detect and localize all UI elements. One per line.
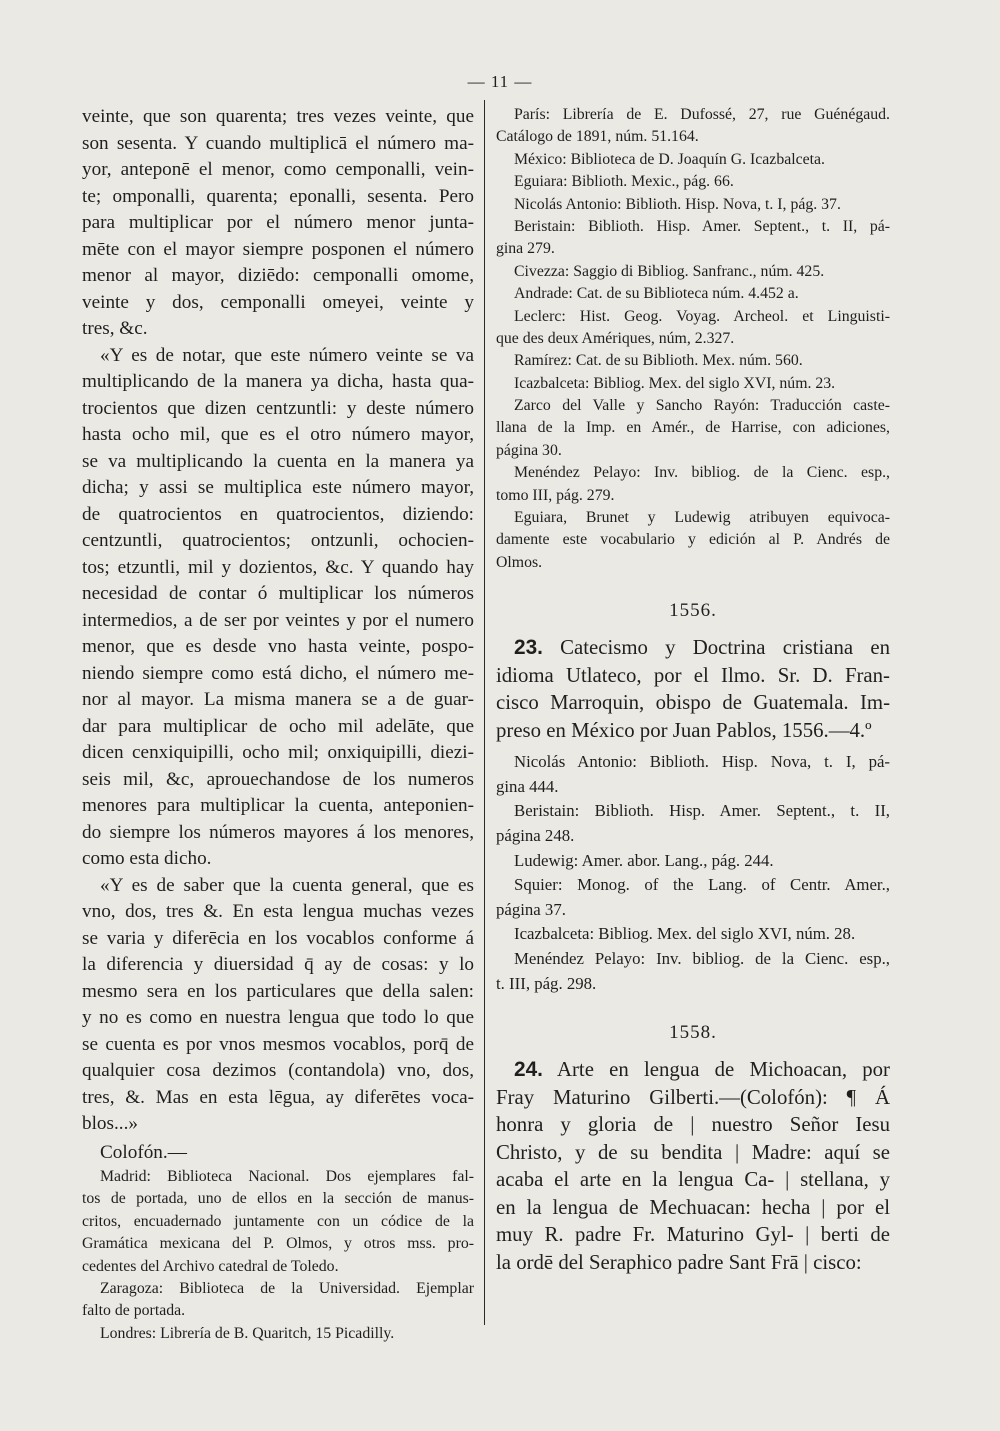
- holding-line: cedentes del Archivo catedral de Toledo.: [82, 1257, 339, 1275]
- body-text-line: dar para multiplicar de ocho mil adelāte, que: [82, 715, 474, 737]
- body-text-line: «Y es de saber que la cuenta general, que es: [100, 874, 474, 896]
- body-text-line: hasta ocho mil, que es el otro número mayor,: [82, 424, 474, 445]
- entry-text-line: Fray Maturino Gilberti.—(Colofón): ¶ Á: [496, 1085, 890, 1109]
- body-text-line: menores para multiplicar la cuenta, anteponien-: [82, 795, 474, 816]
- reference-line: página 30.: [496, 441, 562, 459]
- entry-text-line: acaba el arte en la lengua Ca- | stellana, y: [496, 1168, 890, 1192]
- body-text-line: tres, &c.: [82, 318, 148, 339]
- body-text-line: nor al mayor. La misma manera se a de guar-: [82, 689, 474, 710]
- body-text-line: trocientos que dizen centzuntli: y deste número: [82, 397, 474, 419]
- reference-line: Zarco del Valle y Sancho Rayón: Traducción caste-: [514, 397, 890, 415]
- body-text-line: y no es como en nuestra lengua que todo lo que: [82, 1007, 474, 1028]
- body-text-line: se varia y diferēcia en los vocablos conforme á: [82, 927, 474, 949]
- entry-24: [496, 1056, 890, 1276]
- entry-title-text: Catecismo y Doctrina cristiana en: [542, 636, 890, 660]
- body-text-line: menor, que es desde vno hasta veinte, pospo-: [82, 636, 474, 657]
- body-text-line: qualquier cosa dezimos (contandola) vno, dos,: [82, 1060, 474, 1081]
- body-text-line: dicen cenxiquipilli, ocho mil; onxiquipilli, diezi-: [82, 742, 474, 763]
- body-text-line: tos; etzuntli, mil y dozientos, &c. Y quando hay: [82, 556, 474, 578]
- year-heading-1558: 1558.: [669, 1022, 717, 1044]
- entry-text-line: preso en México por Juan Pablos, 1556.—4.º: [496, 718, 872, 742]
- references-list-23: [496, 750, 890, 996]
- entry-number: 23.: [514, 636, 543, 660]
- body-text-line: vno, dos, tres &. En esta lengua muchas vezes: [82, 901, 474, 922]
- body-text-line: intermedios, a de ser por veintes y por el numero: [82, 609, 474, 631]
- reference-line: Menéndez Pelayo: Inv. bibliog. de la Cienc. esp.,: [514, 464, 890, 482]
- body-text-line: para multiplicar por el número menor junta-: [82, 212, 474, 233]
- reference-line: Nicolás Antonio: Biblioth. Hisp. Nova, t. I, pá-: [514, 752, 890, 772]
- reference-line: Olmos.: [496, 553, 543, 571]
- entry-text-line: muy R. padre Fr. Maturino Gyl- | berti de: [496, 1223, 890, 1247]
- reference-line: Squier: Monog. of the Lang. of Centr. Amer.,: [514, 875, 890, 895]
- reference-line: que des deux Amériques, núm, 2.327.: [496, 329, 735, 347]
- holdings-list: [82, 1166, 474, 1345]
- body-text-line: yor, anteponē el menor, como cemponalli, vein-: [82, 159, 474, 180]
- reference-line: Eguiara: Biblioth. Mexic., pág. 66.: [514, 173, 734, 191]
- body-text-line: se va multiplicando la cuenta en la manera ya: [82, 450, 474, 472]
- body-text-line: necesidad de contar ó multiplicar los números: [82, 583, 474, 604]
- reference-line: Andrade: Cat. de su Biblioteca núm. 4.452 a.: [514, 285, 799, 303]
- body-text-line: la diferencia y diuersidad q̄ ay de cosas: y lo: [82, 954, 474, 975]
- reference-line: t. III, pág. 298.: [496, 973, 597, 993]
- entry-title-text: Arte en lengua de Michoacan, por: [542, 1058, 890, 1082]
- entry-23: [496, 634, 890, 744]
- reference-line: gina 279.: [496, 240, 555, 258]
- left-column: [82, 104, 474, 1345]
- entry-text-line: [496, 634, 890, 662]
- body-text-line: son sesenta. Y cuando multiplicā el número ma-: [82, 132, 474, 154]
- reference-line: Beristain: Biblioth. Hisp. Amer. Septent., t. II,: [514, 801, 890, 821]
- reference-line: Civezza: Saggio di Bibliog. Sanfranc., núm. 425.: [514, 262, 825, 280]
- entry-text-line: [496, 1056, 890, 1084]
- holding-line: falto de portada.: [82, 1302, 186, 1320]
- references-list-top: [496, 104, 890, 574]
- reference-line: Beristain: Biblioth. Hisp. Amer. Septent., t. II, pá-: [514, 217, 890, 235]
- body-text-line: menor al mayor, diziēdo: cemponalli omome,: [82, 265, 474, 286]
- body-text-line: mēte con el mayor siempre posponen el número: [82, 238, 474, 260]
- column-divider: [484, 100, 485, 1325]
- body-text-line: blos...»: [82, 1113, 138, 1134]
- entry-number: 24.: [514, 1058, 543, 1082]
- reference-line: página 248.: [496, 825, 575, 845]
- reference-line: llana de la Imp. en Amér., de Harrise, con adiciones,: [496, 419, 890, 437]
- reference-line: damente este vocabulario y edición al P. Andrés de: [496, 531, 890, 549]
- entry-text-line: idioma Utlateco, por el Ilmo. Sr. D. Fran-: [496, 663, 890, 687]
- entry-text-line: cisco Marroquin, obispo de Guatemala. Im-: [496, 691, 890, 715]
- body-text-line: te; omponalli, quarenta; eponalli, sesenta. Pero: [82, 185, 474, 207]
- reference-line: México: Biblioteca de D. Joaquín G. Icazbalceta.: [514, 150, 825, 168]
- body-text-line: do siempre los números mayores á los menores,: [82, 821, 474, 843]
- holding-line: critos, encuadernado juntamente con un códice de la: [82, 1212, 474, 1230]
- body-text-line: como esta dicho.: [82, 848, 212, 869]
- reference-line: gina 444.: [496, 776, 559, 796]
- body-text-line: niendo siempre como está dicho, el número me-: [82, 662, 474, 684]
- reference-line: Leclerc: Hist. Geog. Voyag. Archeol. et Linguisti-: [514, 307, 890, 325]
- page-number: — 11 —: [467, 72, 533, 91]
- reference-line: París: Librería de E. Dufossé, 27, rue Guénégaud.: [514, 106, 890, 123]
- holding-line: Londres: Librería de B. Quaritch, 15 Picadilly.: [100, 1324, 395, 1342]
- reference-line: Eguiara, Brunet y Ludewig atribuyen equivoca-: [514, 509, 890, 527]
- body-text-line: se cuenta es por vnos mesmos vocablos, porq̄ de: [82, 1033, 474, 1055]
- reference-line: página 37.: [496, 899, 566, 919]
- holding-line: Gramática mexicana del P. Olmos, y otros mss. pro-: [82, 1235, 474, 1253]
- body-text-line: «Y es de notar, que este número veinte se va: [100, 344, 474, 366]
- entry-text-line: en la lengua de Mechuacan: hecha | por el: [496, 1195, 890, 1219]
- right-column: [496, 104, 890, 1276]
- entry-text-line: la ordē del Seraphico padre Sant Frā | cisco:: [496, 1250, 862, 1274]
- body-text-line: veinte y dos, cemponalli omeyei, veinte y: [82, 291, 474, 313]
- body-text-line: veinte, que son quarenta; tres vezes veinte, que: [82, 106, 474, 127]
- colophon-label: Colofón.—: [100, 1141, 187, 1163]
- reference-line: Nicolás Antonio: Biblioth. Hisp. Nova, t. I, pág. 37.: [514, 195, 841, 213]
- entry-text-line: honra y gloria de | nuestro Señor Iesu: [496, 1113, 890, 1137]
- body-text-line: de quatrocientos en quatrocientos, diziendo:: [82, 503, 474, 525]
- year-heading-1556: 1556.: [669, 600, 717, 622]
- holding-line: Madrid: Biblioteca Nacional. Dos ejemplares fal-: [100, 1168, 474, 1185]
- holding-line: Zaragoza: Biblioteca de la Universidad. Ejemplar: [100, 1279, 474, 1297]
- reference-line: Catálogo de 1891, núm. 51.164.: [496, 128, 699, 146]
- body-text-line: seis mil, &c, aprouechandose de los numeros: [82, 768, 474, 790]
- body-text-line: centzuntli, quatrocientos; ontzunli, ochocien-: [82, 530, 474, 551]
- body-text-line: tres, &. Mas en esta lēgua, ay diferētes voca-: [82, 1086, 474, 1108]
- body-text-line: multiplicando de la manera ya dicha, hasta qua-: [82, 371, 474, 392]
- reference-line: tomo III, pág. 279.: [496, 486, 615, 504]
- left-body-text: [82, 104, 474, 1138]
- reference-line: Ramírez: Cat. de su Biblioth. Mex. núm. 560.: [514, 352, 803, 370]
- holding-line: tos de portada, uno de ellos en la sección de manus-: [82, 1190, 474, 1208]
- body-text-line: dicha; y assi se multiplica este número mayor,: [82, 477, 474, 498]
- reference-line: Icazbalceta: Bibliog. Mex. del siglo XVI, núm. 23.: [514, 374, 836, 392]
- body-text-line: mesmo sera en los particulares que della salen:: [82, 980, 474, 1002]
- entry-text-line: Christo, y de su bendita | Madre: aquí se: [496, 1140, 890, 1164]
- reference-line: Ludewig: Amer. abor. Lang., pág. 244.: [514, 850, 774, 870]
- reference-line: Icazbalceta: Bibliog. Mex. del siglo XVI, núm. 28.: [514, 924, 856, 944]
- reference-line: Menéndez Pelayo: Inv. bibliog. de la Cienc. esp.,: [514, 948, 890, 968]
